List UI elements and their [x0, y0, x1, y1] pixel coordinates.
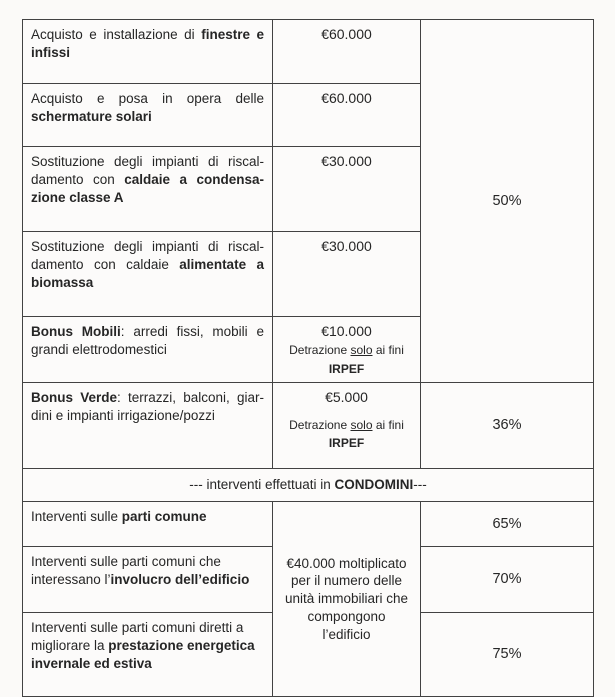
description-cell-bonus-verde: Bonus Verde: terrazzi, balconi, giardini e impianti irrigazione/pozzi — [23, 383, 273, 469]
amount-cell-caldaie-biomassa: €30.000 — [273, 232, 421, 317]
table-row — [23, 20, 594, 84]
incentives-table — [22, 19, 594, 697]
table-container — [22, 19, 594, 697]
description-cell-parti-comuni: Interventi sulle parti comune — [23, 502, 273, 547]
description-cell-involucro: Interventi sulle parti comuni che interessano l’involucro dell’edificio — [23, 547, 273, 613]
description-cell-caldaie-condensazione: Sostituzione degli impianti di riscaldamento con caldaie a condensazione classe A — [23, 147, 273, 232]
rate-cell-75: 75% — [421, 613, 594, 697]
table-row — [23, 383, 594, 469]
condomini-amount-cell: €40.000 moltiplicato per il numero delle unità immobiliari che compongono l’edificio — [273, 502, 421, 697]
section-header-row — [23, 469, 594, 502]
rate-cell-65: 65% — [421, 502, 594, 547]
description-cell-caldaie-biomassa: Sostituzione degli impianti di riscaldamento con caldaie alimentate a biomassa — [23, 232, 273, 317]
rate-cell-36: 36% — [421, 383, 594, 469]
amount-cell-bonus-mobili: €10.000 Detrazione solo ai fini IRPEF — [273, 317, 421, 383]
condomini-header-cell: --- interventi effettuati in CONDOMINI--- — [23, 469, 594, 502]
rate-cell-70: 70% — [421, 547, 594, 613]
amount-cell-caldaie-condensazione: €30.000 — [273, 147, 421, 232]
amount-cell-bonus-verde: €5.000 Detrazione solo ai fini IRPEF — [273, 383, 421, 469]
description-cell-finestre: Acquisto e installazione di finestre e infissi — [23, 20, 273, 84]
description-cell-schermature: Acquisto e posa in opera delle schermature solari — [23, 84, 273, 147]
description-cell-prestazione-energetica: Interventi sulle parti comuni diretti a migliorare la prestazione energetica invernale ed estiva — [23, 613, 273, 697]
amount-cell-schermature: €60.000 — [273, 84, 421, 147]
description-cell-bonus-mobili: Bonus Mobili: arredi fissi, mobili e grandi elettrodomestici — [23, 317, 273, 383]
rate-cell-50: 50% — [421, 20, 594, 383]
amount-cell-finestre: €60.000 — [273, 20, 421, 84]
table-row — [23, 502, 594, 547]
